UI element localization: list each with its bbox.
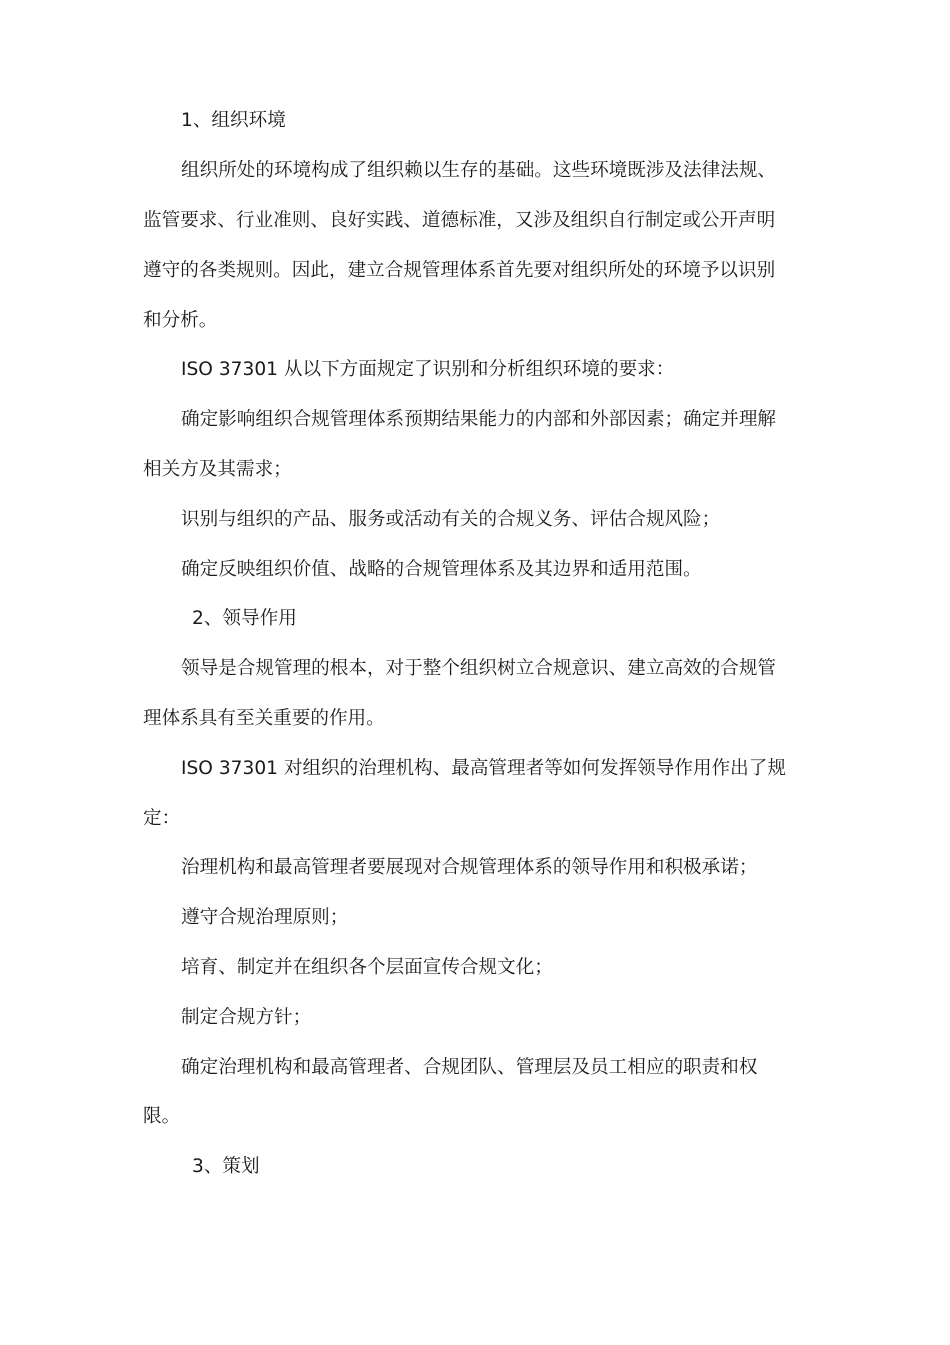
paragraph-line: 组织所处的环境构成了组织赖以生存的基础。这些环境既涉及法律法规、 (181, 160, 777, 181)
paragraph-line: 遵守的各类规则。因此，建立合规管理体系首先要对组织所处的环境予以识别 (143, 260, 776, 281)
paragraph-line: 理体系具有至关重要的作用。 (143, 708, 385, 729)
list-item-line: 制定合规方针； (181, 1007, 312, 1028)
section-heading-leadership: 2、领导作用 (192, 608, 297, 629)
section-heading-planning: 3、策划 (192, 1156, 260, 1177)
paragraph-line: 领导是合规管理的根本，对于整个组织树立合规意识、建立高效的合规管 (181, 658, 777, 679)
list-item-line: 确定反映组织价值、战略的合规管理体系及其边界和适用范围。 (181, 559, 702, 580)
paragraph-line: ISO 37301 对组织的治理机构、最高管理者等如何发挥领导作用作出了规 (181, 758, 786, 779)
section-heading-organization-context: 1、组织环境 (181, 110, 286, 131)
list-item-line: 确定影响组织合规管理体系预期结果能力的内部和外部因素；确定并理解 (181, 409, 777, 430)
list-item-line: 确定治理机构和最高管理者、合规团队、管理层及员工相应的职责和权 (181, 1057, 758, 1078)
list-item-line: 相关方及其需求； (143, 459, 292, 480)
paragraph-line: ISO 37301 从以下方面规定了识别和分析组织环境的要求： (181, 359, 675, 380)
list-item-line: 限。 (143, 1106, 181, 1127)
list-item-line: 遵守合规治理原则； (181, 907, 349, 928)
paragraph-line: 监管要求、行业准则、良好实践、道德标准，又涉及组织自行制定或公开声明 (143, 210, 776, 231)
list-item-line: 治理机构和最高管理者要展现对合规管理体系的领导作用和积极承诺； (181, 857, 758, 878)
paragraph-line: 和分析。 (143, 310, 218, 331)
list-item-line: 培育、制定并在组织各个层面宣传合规文化； (181, 957, 553, 978)
list-item-line: 识别与组织的产品、服务或活动有关的合规义务、评估合规风险； (181, 509, 721, 530)
paragraph-line: 定： (143, 808, 181, 829)
